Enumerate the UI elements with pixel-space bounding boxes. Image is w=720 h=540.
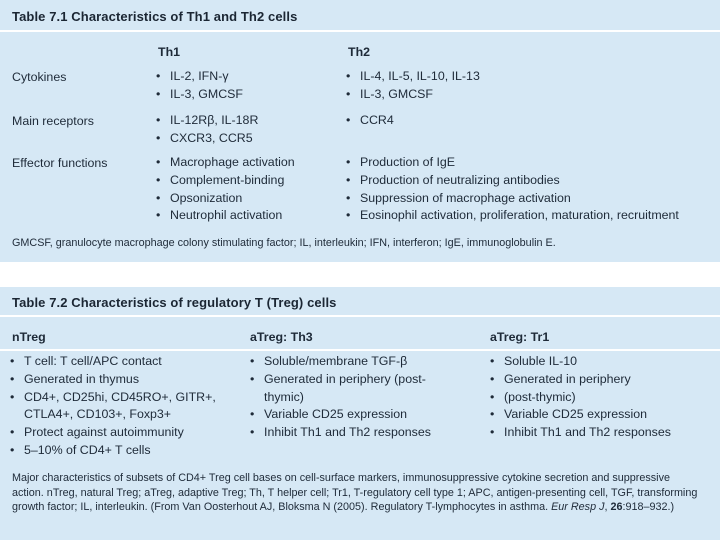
list-item: • IL-2, IFN-γ (156, 68, 243, 86)
list-item: • Macrophage activation (156, 154, 295, 172)
title-divider (0, 30, 720, 32)
th2-effector-list (346, 154, 679, 225)
list-item: • Generated in periphery (490, 371, 671, 389)
list-item: • IL-3, GMCSF (156, 86, 243, 104)
list-item: • Production of neutralizing antibodies (346, 172, 679, 190)
header-divider (0, 349, 720, 351)
atreg-th3-header: aTreg: Th3 (250, 330, 313, 344)
list-item: • IL-3, GMCSF (346, 86, 480, 104)
table-7-2-footnote (12, 471, 702, 515)
list-item: • Inhibit Th1 and Th2 responses (490, 424, 671, 442)
footnote-volume: 26 (610, 501, 623, 514)
list-item: • Inhibit Th1 and Th2 responses (250, 424, 431, 442)
table-7-1-panel (0, 0, 720, 262)
row-label-effector-functions: Effector functions (12, 156, 108, 170)
atreg-tr1-list (490, 353, 671, 442)
list-item: • Opsonization (156, 190, 295, 208)
th2-receptors-list (346, 112, 394, 130)
footnote-pages: :918–932.) (622, 501, 675, 514)
list-item: • Generated in thymus (10, 371, 216, 389)
list-item-continuation-text: thymic) (264, 389, 304, 404)
footnote-journal: Eur Resp J (551, 501, 605, 514)
list-item: • CXCR3, CCR5 (156, 130, 258, 148)
th2-cytokines-list (346, 68, 480, 104)
list-item-continuation (10, 406, 216, 424)
row-label-cytokines: Cytokines (12, 70, 67, 84)
th1-effector-list (156, 154, 295, 225)
footnote-separator: , (604, 501, 611, 514)
list-item: • (post-thymic) (490, 389, 671, 407)
list-item: • Complement-binding (156, 172, 295, 190)
list-item: • 5–10% of CD4+ T cells (10, 442, 216, 460)
row-label-main-receptors: Main receptors (12, 114, 94, 128)
list-item-continuation (250, 389, 431, 407)
list-item: • T cell: T cell/APC contact (10, 353, 216, 371)
list-item: • Eosinophil activation, proliferation, maturation, recruitment (346, 207, 679, 225)
table-7-2-panel (0, 287, 720, 540)
list-item: • Variable CD25 expression (250, 406, 431, 424)
list-item: • Soluble IL-10 (490, 353, 671, 371)
th1-receptors-list (156, 112, 258, 148)
ntreg-list (10, 353, 216, 460)
table-7-1-title: Table 7.1 Characteristics of Th1 and Th2 cells (12, 9, 298, 24)
atreg-tr1-header: aTreg: Tr1 (490, 330, 550, 344)
th2-header: Th2 (348, 45, 371, 59)
list-item: • Production of IgE (346, 154, 679, 172)
list-item: • IL-12Rβ, IL-18R (156, 112, 258, 130)
th1-header: Th1 (158, 45, 181, 59)
atreg-th3-list (250, 353, 431, 442)
list-item-continuation-text: CTLA4+, CD103+, Foxp3+ (24, 407, 172, 422)
footnote-main-text: Major characteristics of subsets of CD4+ Treg cell bases on cell-surface markers, immunosuppressive cytokine secretion and suppressive action. nTreg, natural Treg; aTreg, adaptive Treg; Th, T helper cell; Tr1, T-regulatory cell type 1; APC, antigen-presenting cell, TGF, transforming growth factor; IL, interleukin. (From Van Oosterhout AJ, Bloksma N (2005). Regulatory T-lymphocytes in asthma. (12, 472, 698, 514)
table-7-1-footnote: GMCSF, granulocyte macrophage colony stimulating factor; IL, interleukin; IFN, interferon; IgE, immunoglobulin E. (12, 237, 556, 249)
title-divider (0, 315, 720, 317)
list-item: • Protect against autoimmunity (10, 424, 216, 442)
list-item: • Suppression of macrophage activation (346, 190, 679, 208)
th1-cytokines-list (156, 68, 243, 104)
list-item: • IL-4, IL-5, IL-10, IL-13 (346, 68, 480, 86)
list-item: • Variable CD25 expression (490, 406, 671, 424)
ntreg-header: nTreg (12, 330, 46, 344)
list-item: • CCR4 (346, 112, 394, 130)
list-item: • Neutrophil activation (156, 207, 295, 225)
table-7-2-title: Table 7.2 Characteristics of regulatory T (Treg) cells (12, 295, 337, 310)
list-item: • Generated in periphery (post- (250, 371, 431, 389)
list-item: • CD4+, CD25hi, CD45RO+, GITR+, (10, 389, 216, 407)
list-item: • Soluble/membrane TGF-β (250, 353, 431, 371)
